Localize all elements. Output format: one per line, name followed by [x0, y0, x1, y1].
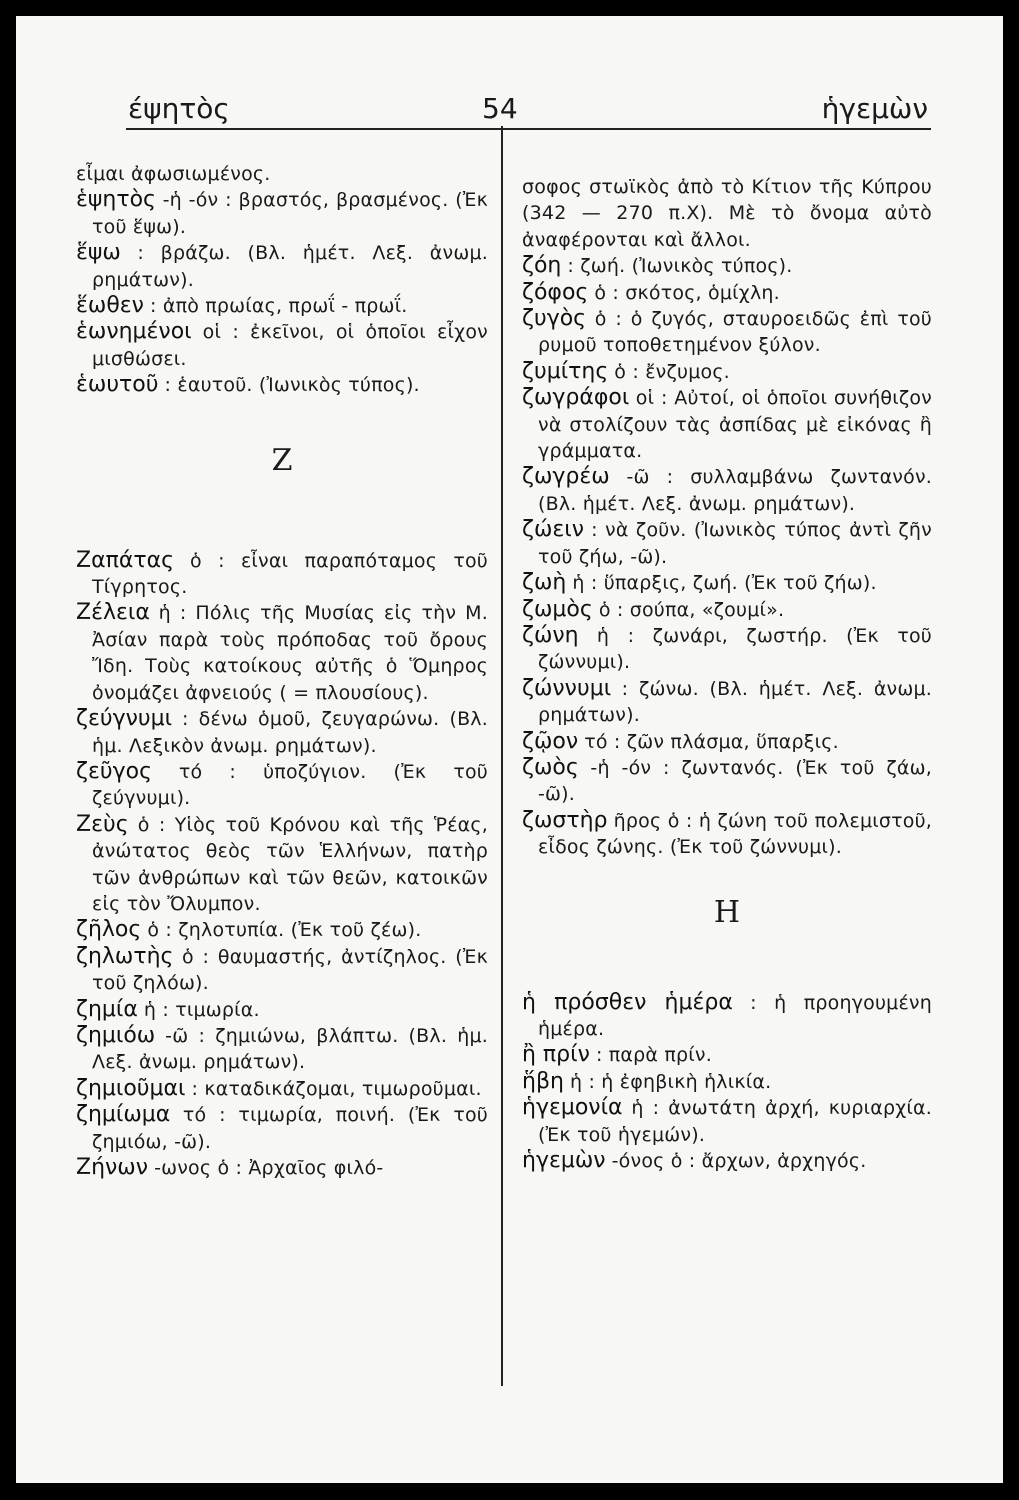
entry-headword: ἡγεμονία: [522, 1095, 623, 1121]
entry-definition: : ἑαυτοῦ. (Ἰωνικὸς τύπος).: [164, 374, 420, 397]
entry-headword: Ζεὺς: [76, 811, 129, 837]
entry-definition: εἶμαι ἀφωσιωμένος.: [76, 163, 271, 185]
right-entries-h: [522, 990, 932, 1175]
entry-definition: ὁ : ζηλοτυπία. (Ἐκ τοῦ ζέω).: [147, 919, 422, 942]
dictionary-entry: [522, 1069, 932, 1095]
entry-headword: ζωμὸς: [522, 596, 593, 622]
dictionary-entry: [76, 319, 488, 372]
entry-headword: ζηλωτὴς: [76, 943, 174, 969]
entry-headword: Ζέλεια: [76, 600, 150, 626]
entry-headword: Ζαπάτας: [76, 547, 174, 573]
dictionary-entry: [522, 1148, 932, 1174]
left-entries-z: [76, 548, 488, 1182]
entry-headword: ζωὴ: [522, 570, 567, 596]
entry-definition: : ἀπὸ πρωίας, πρωΐ - πρωΐ.: [150, 295, 408, 318]
entry-headword: ζημίωμα: [76, 1102, 171, 1128]
entry-definition: -όνος ὁ : ἄρχων, ἀρχηγός.: [611, 1150, 867, 1172]
entry-definition: σοφος στωϊκὸς ἀπὸ τὸ Κίτιον τῆς Κύπρου (342 — 270 π.Χ). Μὲ τὸ ὄνομα αὐτὸ ἀναφέρονται καὶ ἄλλοι.: [522, 176, 932, 251]
entry-definition: -ἡ -όν : βραστός, βρασμένος. (Ἐκ τοῦ ἕψω).: [92, 189, 489, 238]
entry-definition: ὁ : θαυμαστής, ἀντίζηλος. (Ἐκ τοῦ ζηλόω).: [92, 945, 489, 995]
entry-headword: ζημιόω: [76, 1022, 156, 1048]
dictionary-entry: [522, 676, 932, 729]
entry-headword: ζώννυμι: [522, 675, 612, 701]
entry-headword: ζωὸς: [522, 754, 579, 780]
header-first-word: έψητὸς: [128, 92, 230, 125]
header-last-word: ἡγεμὼν: [821, 92, 928, 125]
entry-headword: ἡγεμὼν: [522, 1148, 606, 1173]
entry-headword: ζόη: [522, 253, 562, 279]
entry-definition: : ζωή. (Ἰωνικὸς τύπος).: [567, 255, 793, 278]
entry-definition: ἡ : ζωνάρι, ζωστήρ. (Ἐκ τοῦ ζώννυμι).: [538, 624, 932, 674]
entry-definition: τό : ζῶν πλάσμα, ὕπαρξις.: [584, 730, 839, 753]
entry-definition: : βράζω. (Βλ. ἡμέτ. Λεξ. ἀνωμ. ρημάτων).: [92, 242, 488, 291]
entry-headword: ζυγὸς: [522, 306, 587, 332]
entry-definition: ἡ : ἡ ἐφηβικὴ ἡλικία.: [569, 1070, 772, 1093]
entry-definition: ἡ : ὕπαρξις, ζωή. (Ἐκ τοῦ ζήω).: [572, 572, 877, 595]
column-divider: [501, 126, 503, 1386]
dictionary-entry: [76, 1102, 488, 1155]
entry-definition: ἡ : ἀνωτάτη ἀρχή, κυριαρχία. (Ἐκ τοῦ ἡγεμών).: [538, 1097, 932, 1146]
dictionary-entry: [76, 548, 488, 601]
entry-definition: -ῶ : ζημιώνω, βλάπτω. (Βλ. ἡμ. Λεξ. ἀνωμ. ρημάτων).: [92, 1024, 488, 1074]
entry-headword: ζεῦγος: [76, 758, 152, 784]
dictionary-entry: [522, 253, 932, 279]
entry-definition: -ἡ -όν : ζωντανός. (Ἐκ τοῦ ζάω, -ῶ).: [538, 756, 932, 806]
section-letter-z: Ζ: [271, 442, 293, 478]
entry-definition: -ῶ : συλλαμβάνω ζωντανόν. (Βλ. ἡμέτ. Λεξ. ἀνωμ. ρημάτων).: [538, 466, 932, 515]
dictionary-entry: [522, 755, 932, 808]
entry-definition: : ζώνω. (Βλ. ἡμέτ. Λεξ. ἀνωμ. ρημάτων).: [538, 677, 932, 727]
dictionary-entry: [76, 372, 488, 398]
dictionary-entry: [522, 570, 932, 596]
page-number: 54: [482, 92, 518, 125]
entry-headword: ζῷον: [522, 728, 579, 754]
entry-definition: οἱ : Αὐτοί, οἱ ὁποῖοι συνήθιζον νὰ στολίζουν τὰς ἀσπίδας μὲ εἰκόνας ἢ γράμματα.: [538, 387, 932, 463]
entry-headword: ἑωνημένοι: [76, 319, 192, 345]
dictionary-entry: [76, 161, 488, 187]
dictionary-entry: [522, 306, 932, 359]
dictionary-entry: [522, 1042, 932, 1068]
entry-headword: ζόφος: [522, 279, 589, 305]
entry-headword: ζημία: [76, 996, 138, 1022]
entry-headword: ἕωθεν: [76, 293, 144, 319]
entry-definition: ὁ : σούπα, «ζουμί».: [598, 598, 785, 621]
entry-definition: ὁ : ἔνζυμος.: [614, 360, 730, 383]
entry-headword: ἢ πρίν: [522, 1042, 590, 1068]
entry-headword: ἑωυτοῦ: [76, 372, 159, 398]
entry-definition: -ωνος ὁ : Ἀρχαῖος φιλό-: [154, 1157, 384, 1179]
entry-definition: ἡ : Πόλις τῆς Μυσίας εἰς τὴν Μ. Ἀσίαν παρὰ τοὺς πρόποδας τοῦ ὄρους Ἴδη. Τοὺς κατοίκους αὐτῆς ὁ Ὅμηρος ὀνομάζει ἀφνειούς ( = πλουσίους).: [92, 602, 488, 704]
dictionary-entry: [76, 1155, 488, 1181]
entry-definition: ὁ : εἶναι παραπόταμος τοῦ Τίγρητος.: [92, 549, 488, 599]
dictionary-entry: [76, 293, 488, 319]
dictionary-entry: [76, 1076, 488, 1102]
section-letter-eta: Η: [713, 894, 741, 930]
dictionary-entry: [76, 706, 488, 759]
entry-headword: ἥβη: [522, 1068, 564, 1094]
dictionary-entry: [522, 808, 932, 861]
entry-definition: ῆρος ὁ : ἡ ζώνη τοῦ πολεμιστοῦ, εἶδος ζώνης. (Ἐκ τοῦ ζώννυμι).: [538, 809, 932, 859]
dictionary-entry: [522, 597, 932, 623]
dictionary-entry: [522, 464, 932, 517]
dictionary-entry: [522, 174, 932, 253]
entry-definition: : ἡ προηγουμένη ἡμέρα.: [538, 991, 932, 1040]
entry-definition: ἡ : τιμωρία.: [143, 998, 260, 1021]
dictionary-entry: [76, 1023, 488, 1076]
dictionary-entry: [522, 517, 932, 570]
dictionary-entry: [76, 997, 488, 1023]
entry-headword: ζῆλος: [76, 917, 142, 943]
entry-headword: ζώειν: [522, 517, 585, 543]
entry-definition: τό : ὑποζύγιον. (Ἐκ τοῦ ζεύγνυμι).: [92, 760, 488, 810]
dictionary-entry: [522, 359, 932, 385]
entry-definition: : παρὰ πρίν.: [595, 1044, 712, 1067]
entry-headword: ζώνη: [522, 622, 579, 648]
entry-headword: ζωστὴρ: [522, 807, 608, 833]
dictionary-entry: [522, 385, 932, 464]
dictionary-entry: [522, 280, 932, 306]
dictionary-entry: [76, 600, 488, 706]
entry-definition: ὁ : ὁ ζυγός, σταυροειδῶς ἐπὶ τοῦ ρυμοῦ τοποθετημένον ξύλον.: [538, 308, 932, 357]
entry-headword: ἕψω: [76, 240, 121, 266]
dictionary-entry: [522, 623, 932, 676]
dictionary-entry: [76, 187, 488, 240]
dictionary-entry: [76, 944, 488, 997]
entry-headword: ἑψητὸς: [76, 187, 156, 213]
right-entries-z: [522, 174, 932, 861]
left-column: [76, 161, 488, 1181]
entry-headword: Ζήνων: [76, 1155, 149, 1180]
entry-definition: : καταδικάζομαι, τιμωροῦμαι.: [191, 1077, 482, 1100]
dictionary-entry: [522, 729, 932, 755]
dictionary-entry: [76, 759, 488, 812]
dictionary-entry: [76, 240, 488, 293]
entry-headword: ζωγράφοι: [522, 385, 630, 411]
right-column: [522, 174, 932, 1174]
entry-headword: ζωγρέω: [522, 464, 610, 490]
dictionary-page: [16, 16, 1003, 1483]
entry-definition: ὁ : σκότος, ὁμίχλη.: [594, 281, 780, 304]
dictionary-entry: [522, 1095, 932, 1148]
entry-definition: οἱ : ἐκεῖνοι, οἱ ὁποῖοι εἶχον μισθώσει.: [92, 321, 488, 370]
entry-headword: ζημιοῦμαι: [76, 1075, 186, 1101]
left-entries-top: [76, 161, 488, 399]
dictionary-entry: [522, 990, 932, 1043]
entry-definition: : νὰ ζοῦν. (Ἰωνικὸς τύπος ἀντὶ ζῆν τοῦ ζήω, -ῶ).: [538, 519, 932, 568]
dictionary-entry: [76, 812, 488, 918]
entry-definition: ὁ : Υἱὸς τοῦ Κρόνου καὶ τῆς Ῥέας, ἀνώτατος θεὸς τῶν Ἑλλήνων, πατὴρ τῶν ἀνθρώπων καὶ τῶν θεῶν, κατοικῶν εἰς τὸν Ὄλυμπον.: [92, 813, 488, 915]
entry-headword: ζεύγνυμι: [76, 706, 173, 732]
entry-definition: : δένω ὁμοῦ, ζευγαρώνω. (Βλ. ἡμ. Λεξικὸν ἀνωμ. ρημάτων).: [92, 708, 488, 757]
header-rule: [126, 128, 931, 130]
entry-definition: τό : τιμωρία, ποινή. (Ἐκ τοῦ ζημιόω, -ῶ).: [92, 1104, 488, 1153]
dictionary-entry: [76, 917, 488, 943]
entry-headword: ἡ πρόσθεν ἡμέρα: [522, 989, 733, 1015]
entry-headword: ζυμίτης: [522, 358, 609, 384]
